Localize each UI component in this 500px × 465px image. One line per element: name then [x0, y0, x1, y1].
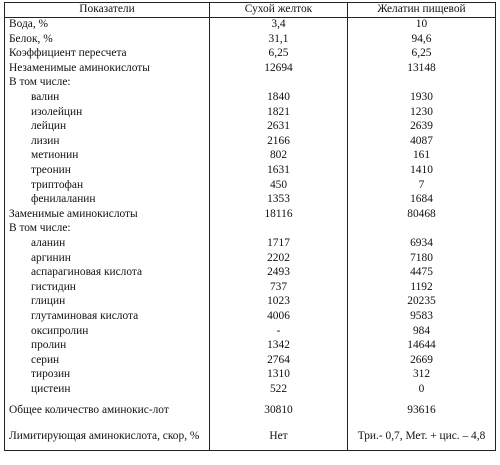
cell-dry-yolk: 2166	[210, 134, 348, 149]
cell-gelatin: 312	[348, 368, 496, 383]
cell-dry-yolk: 2631	[210, 120, 348, 135]
cell-dry-yolk: 1717	[210, 236, 348, 251]
table-row	[5, 163, 496, 178]
cell-dry-yolk: 12694	[210, 61, 348, 76]
cell-gelatin: 1410	[348, 163, 496, 178]
table-row	[5, 193, 496, 208]
cell-gelatin: 1230	[348, 105, 496, 120]
cell-dry-yolk	[210, 76, 348, 91]
row-label: аланин	[5, 236, 210, 251]
table-row	[5, 295, 496, 310]
cell-gelatin	[348, 76, 496, 91]
cell-dry-yolk: 522	[210, 382, 348, 397]
table-row	[5, 61, 496, 76]
row-label: изолейцин	[5, 105, 210, 120]
cell-dry-yolk: 30810	[210, 397, 348, 424]
cell-gelatin: 2669	[348, 353, 496, 368]
table-body	[5, 18, 496, 451]
row-label: Незаменимые аминокислоты	[5, 61, 210, 76]
cell-dry-yolk: 1023	[210, 295, 348, 310]
row-label: Вода, %	[5, 18, 210, 33]
row-label: Общее количество аминокис-лот	[5, 397, 210, 424]
cell-gelatin: 4475	[348, 266, 496, 281]
table-row	[5, 149, 496, 164]
row-label: В том числе:	[5, 76, 210, 91]
table-row	[5, 309, 496, 324]
cell-gelatin: 4087	[348, 134, 496, 149]
cell-dry-yolk: -	[210, 324, 348, 339]
cell-gelatin: Три.- 0,7, Мет. + цис. – 4,8	[348, 424, 496, 451]
table-row	[5, 105, 496, 120]
cell-gelatin: 6934	[348, 236, 496, 251]
row-label: триптофан	[5, 178, 210, 193]
row-label: фенилаланин	[5, 193, 210, 208]
table-row	[5, 207, 496, 222]
table-row	[5, 76, 496, 91]
table-row	[5, 353, 496, 368]
header-dry-yolk: Сухой желток	[210, 3, 348, 18]
row-label: пролин	[5, 339, 210, 354]
table-row	[5, 134, 496, 149]
table-row	[5, 382, 496, 397]
cell-gelatin: 9583	[348, 309, 496, 324]
table-row	[5, 280, 496, 295]
cell-gelatin: 984	[348, 324, 496, 339]
cell-dry-yolk: 1310	[210, 368, 348, 383]
table-row	[5, 339, 496, 354]
cell-gelatin: 13148	[348, 61, 496, 76]
header-indicators: Показатели	[5, 3, 210, 18]
cell-gelatin: 94,6	[348, 32, 496, 47]
row-label: лейцин	[5, 120, 210, 135]
row-label: аргинин	[5, 251, 210, 266]
row-label: Коэффициент пересчета	[5, 47, 210, 62]
header-gelatin: Желатин пищевой	[348, 3, 496, 18]
cell-dry-yolk: Нет	[210, 424, 348, 451]
cell-dry-yolk: 1840	[210, 90, 348, 105]
table-row	[5, 251, 496, 266]
row-label: валин	[5, 90, 210, 105]
cell-gelatin: 10	[348, 18, 496, 33]
table-row	[5, 424, 496, 451]
row-label: гистидин	[5, 280, 210, 295]
cell-dry-yolk: 737	[210, 280, 348, 295]
row-label: Заменимые аминокислоты	[5, 207, 210, 222]
cell-dry-yolk	[210, 222, 348, 237]
cell-gelatin: 2639	[348, 120, 496, 135]
table-row	[5, 266, 496, 281]
row-label: Белок, %	[5, 32, 210, 47]
row-label: глутаминовая кислота	[5, 309, 210, 324]
table-header-row	[5, 3, 496, 18]
table-row	[5, 120, 496, 135]
cell-dry-yolk: 1821	[210, 105, 348, 120]
cell-gelatin: 14644	[348, 339, 496, 354]
row-label: тирозин	[5, 368, 210, 383]
table-row	[5, 178, 496, 193]
cell-gelatin: 7180	[348, 251, 496, 266]
row-label: оксипролин	[5, 324, 210, 339]
cell-gelatin: 93616	[348, 397, 496, 424]
row-label: В том числе:	[5, 222, 210, 237]
cell-dry-yolk: 2493	[210, 266, 348, 281]
cell-gelatin: 6,25	[348, 47, 496, 62]
table-row	[5, 222, 496, 237]
cell-gelatin: 1684	[348, 193, 496, 208]
cell-dry-yolk: 1631	[210, 163, 348, 178]
cell-gelatin: 0	[348, 382, 496, 397]
row-label: глицин	[5, 295, 210, 310]
cell-dry-yolk: 450	[210, 178, 348, 193]
table-row	[5, 397, 496, 424]
cell-gelatin: 80468	[348, 207, 496, 222]
table-row	[5, 90, 496, 105]
row-label: цистеин	[5, 382, 210, 397]
cell-gelatin: 7	[348, 178, 496, 193]
cell-dry-yolk: 18116	[210, 207, 348, 222]
row-label: серин	[5, 353, 210, 368]
cell-dry-yolk: 3,4	[210, 18, 348, 33]
cell-gelatin	[348, 222, 496, 237]
cell-dry-yolk: 2202	[210, 251, 348, 266]
table-row	[5, 47, 496, 62]
amino-acid-table	[4, 2, 496, 451]
row-label: треонин	[5, 163, 210, 178]
cell-dry-yolk: 2764	[210, 353, 348, 368]
table-row	[5, 236, 496, 251]
table-row	[5, 324, 496, 339]
cell-gelatin: 20235	[348, 295, 496, 310]
cell-dry-yolk: 6,25	[210, 47, 348, 62]
row-label: аспарагиновая кислота	[5, 266, 210, 281]
cell-dry-yolk: 802	[210, 149, 348, 164]
cell-dry-yolk: 4006	[210, 309, 348, 324]
table-row	[5, 18, 496, 33]
cell-gelatin: 161	[348, 149, 496, 164]
row-label: метионин	[5, 149, 210, 164]
cell-gelatin: 1930	[348, 90, 496, 105]
cell-gelatin: 1192	[348, 280, 496, 295]
table-row	[5, 368, 496, 383]
cell-dry-yolk: 1342	[210, 339, 348, 354]
table-row	[5, 32, 496, 47]
row-label: лизин	[5, 134, 210, 149]
row-label: Лимитирующая аминокислота, скор, %	[5, 424, 210, 451]
cell-dry-yolk: 31,1	[210, 32, 348, 47]
cell-dry-yolk: 1353	[210, 193, 348, 208]
